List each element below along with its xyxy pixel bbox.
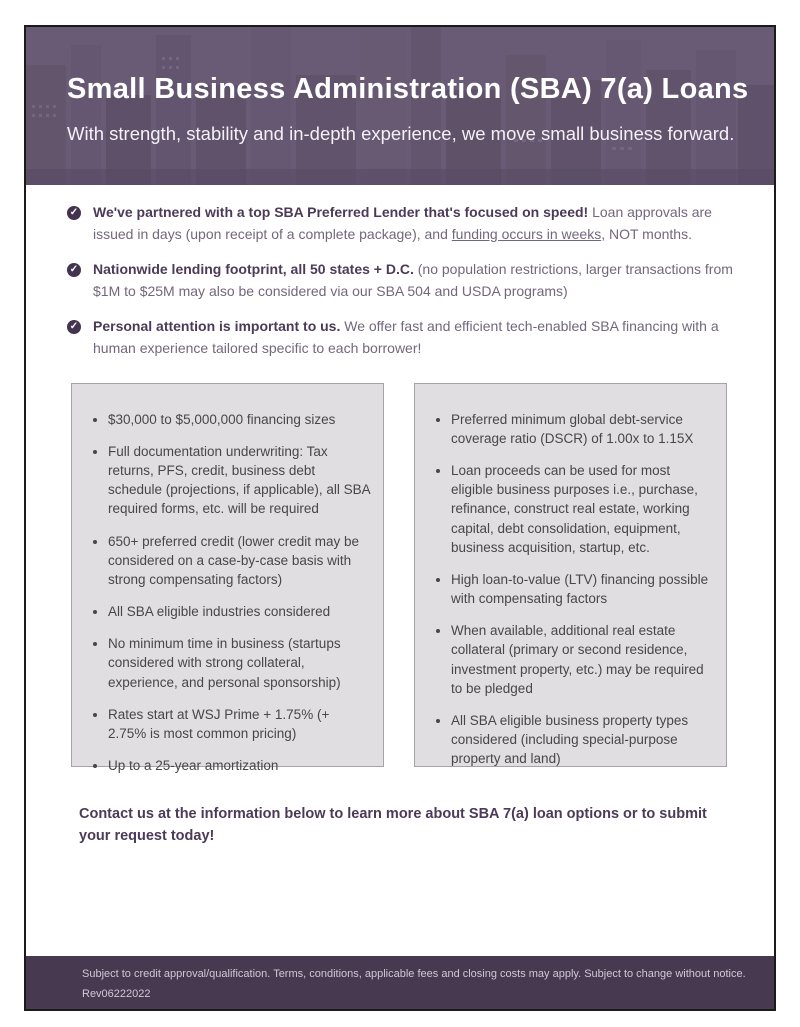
highlight-nationwide [67,259,749,303]
check-circle-icon: ✓ [67,263,81,277]
loan-usage-box [414,383,727,767]
header-banner [26,27,774,185]
list-item: • When available, additional real estate collateral (primary or second residence, investment property, etc.) may be required to be pledged [451,621,713,698]
list-item: • Loan proceeds can be used for most eligible business purposes i.e., purchase, refinance, construct real estate, working capital, debt consolidation, equipment, business acquisition, startup, etc. [451,461,713,557]
list-item: • 650+ preferred credit (lower credit may be considered on a case-by-case basis with strong compensating factors) [108,532,370,589]
highlight-text [93,259,749,303]
highlight-bold-text: Nationwide lending footprint, all 50 states + D.C. [93,260,414,277]
list-item: • Rates start at WSJ Prime + 1.75% (+ 2.75% is most common pricing) [108,705,370,743]
list-item: • All SBA eligible business property types considered (including special-purpose property and land) [451,711,713,768]
highlight-bold-text: Personal attention is important to us. [93,317,341,334]
page-title: Small Business Administration (SBA) 7(a) Loans [67,73,749,105]
detail-boxes [71,383,774,773]
footer-disclaimer: Subject to credit approval/qualification. Terms, conditions, applicable fees and closing costs may apply. Subject to change without notice. [82,968,746,980]
loan-terms-list [84,410,370,775]
highlight-text [93,202,749,246]
footer-bar [26,956,774,1009]
list-item: • $30,000 to $5,000,000 financing sizes [108,410,370,429]
highlight-regular-text: (no population restrictions, larger transactions from $1M to $25M may also be considered via our SBA 504 and USDA programs) [93,260,733,299]
highlight-regular-text: Loan approvals are issued in days (upon receipt of a complete package), and [93,204,712,242]
list-item: • High loan-to-value (LTV) financing possible with compensating factors [451,570,713,608]
highlight-text [93,316,749,360]
header-text [26,27,774,145]
loan-usage-list [427,410,713,769]
highlights-list [67,202,749,360]
footer-revision: Rev06222022 [82,987,151,1000]
list-item: • Up to a 25-year amortization [108,756,370,775]
list-item: • No minimum time in business (startups considered with strong collateral, experience, and personal sponsorship) [108,634,370,691]
list-item: • All SBA eligible industries considered [108,602,370,621]
loan-terms-box [71,383,384,773]
highlight-regular-text: , NOT months. [601,225,692,242]
check-circle-icon: ✓ [67,206,81,220]
check-circle-icon: ✓ [67,320,81,334]
highlight-personal-attention [67,316,749,360]
highlight-bold-text: We've partnered with a top SBA Preferred Lender that's focused on speed! [93,204,589,220]
list-item: • Full documentation underwriting: Tax returns, PFS, credit, business debt schedule (projections, if applicable), all SBA required forms, etc. will be required [108,442,370,519]
page-subtitle: With strength, stability and in-depth experience, we move small business forward. [67,123,735,144]
highlight-underlined-text: funding occurs in weeks [451,225,602,242]
list-item: • Preferred minimum global debt-service coverage ratio (DSCR) of 1.00x to 1.15X [451,410,713,448]
highlight-regular-text: We offer fast and efficient tech-enabled SBA financing with a human experience tailored specific to each borrower! [93,317,719,356]
contact-cta: Contact us at the information below to learn more about SBA 7(a) loan options or to submit your request today! [79,805,707,844]
highlight-speed [67,202,749,246]
page-frame [24,25,776,1011]
